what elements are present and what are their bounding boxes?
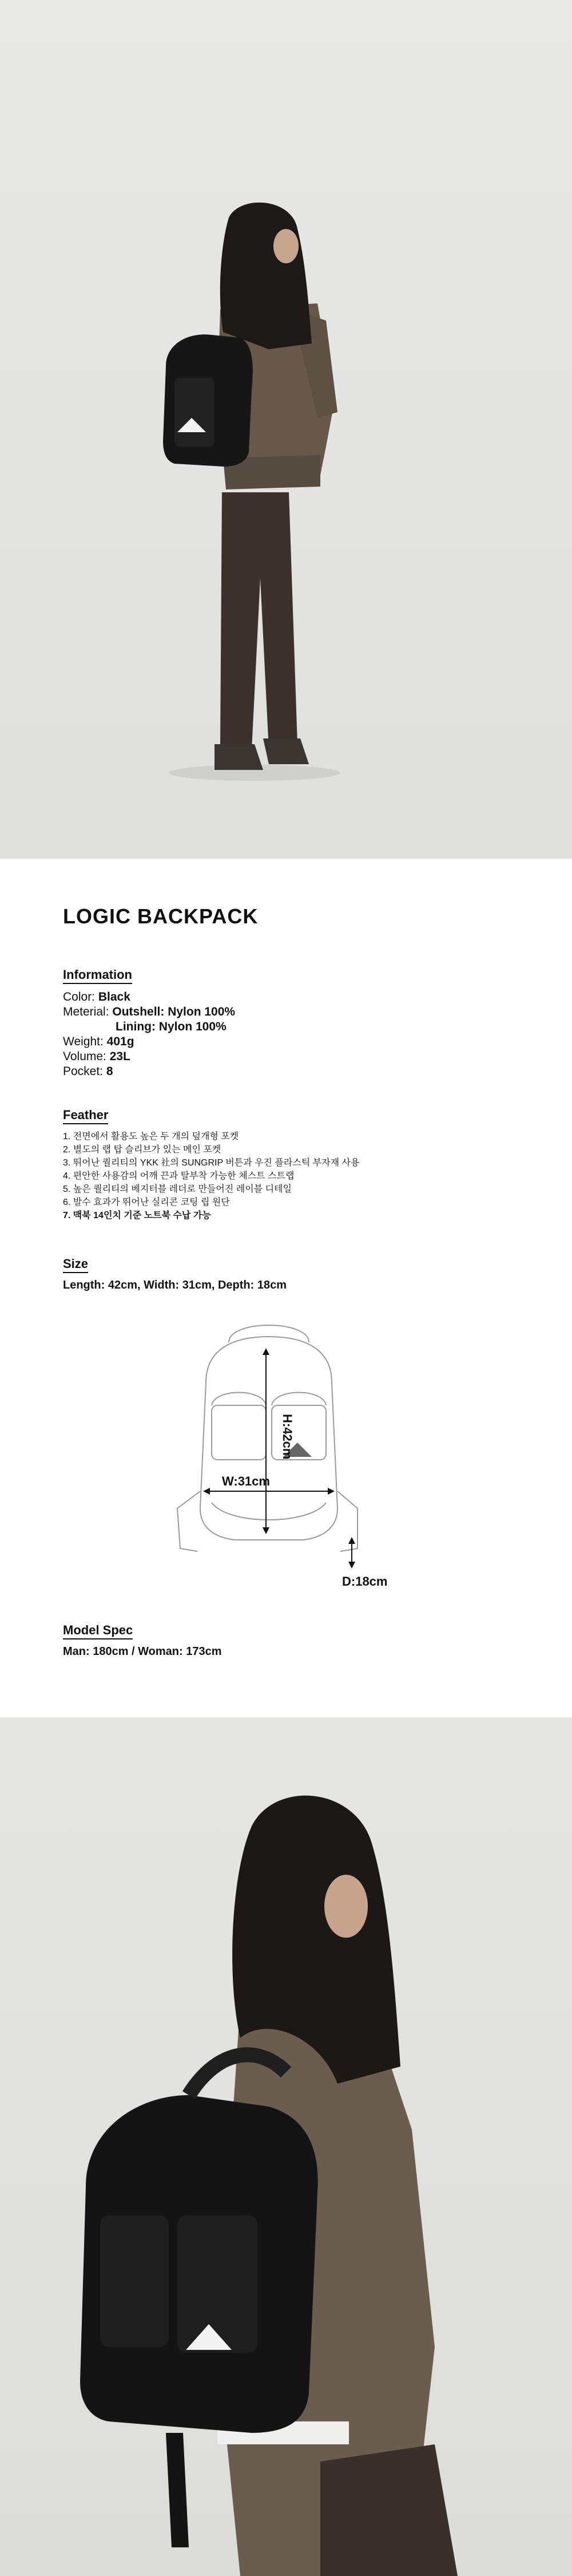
- color-value: Black: [98, 990, 130, 1003]
- material-row: [63, 1005, 235, 1020]
- depth-label: D:18cm: [342, 1574, 388, 1589]
- information-section: [63, 967, 235, 1079]
- weight-value: 401g: [106, 1035, 134, 1048]
- model-spec-section: [63, 1623, 222, 1658]
- volume-label: Volume:: [63, 1050, 106, 1063]
- height-label: H:42cm: [280, 1414, 295, 1460]
- feather-section: [63, 1108, 359, 1222]
- product-title: LOGIC BACKPACK: [63, 904, 259, 928]
- width-label: W:31cm: [222, 1474, 270, 1488]
- lining-row: [63, 1020, 235, 1034]
- feature-item: 3. 뛰어난 퀄리티의 YKK 社의 SUNGRIP 버튼과 우진 플라스틱 부자재 사용: [63, 1158, 360, 1168]
- feather-heading: Feather: [63, 1108, 108, 1124]
- information-heading: Information: [63, 967, 132, 984]
- size-heading: Size: [63, 1257, 88, 1273]
- backpack-dimension-diagram: [166, 1319, 406, 1594]
- feature-item: 4. 편안한 사용감의 어깨 끈과 탈부착 가능한 체스트 스트랩: [63, 1171, 295, 1181]
- model-spec-line: Man: 180cm / Woman: 173cm: [63, 1645, 222, 1658]
- color-row: [63, 990, 235, 1005]
- material-label: Meterial:: [63, 1005, 109, 1018]
- lining-value: Lining: Nylon 100%: [116, 1020, 227, 1033]
- model-with-backpack-illustration: [0, 0, 572, 859]
- size-dimensions: Length: 42cm, Width: 31cm, Depth: 18cm: [63, 1279, 287, 1291]
- volume-row: [63, 1049, 235, 1064]
- backpack-closeup-illustration: [0, 1717, 572, 2576]
- pocket-label: Pocket:: [63, 1065, 104, 1078]
- feature-item: 5. 높은 퀄리티의 베지터블 레더로 만들어진 레이블 디테일: [63, 1184, 292, 1194]
- feature-item: 7. 맥북 14인치 기준 노트북 수납 가능: [63, 1211, 211, 1220]
- feature-item: 1. 전면에서 활용도 높은 두 개의 덮개형 포켓: [63, 1132, 239, 1141]
- detail-photo: [0, 1717, 572, 2576]
- hero-photo: [0, 0, 572, 859]
- color-label: Color:: [63, 990, 96, 1003]
- pocket-row: [63, 1064, 235, 1079]
- feature-item: 6. 발수 효과가 뛰어난 실리콘 코팅 립 원단: [63, 1198, 230, 1207]
- material-value: Outshell: Nylon 100%: [112, 1005, 236, 1018]
- feature-item: 2. 별도의 랩 탑 슬리브가 있는 메인 포켓: [63, 1145, 221, 1155]
- weight-label: Weight:: [63, 1035, 104, 1048]
- volume-value: 23L: [109, 1050, 130, 1063]
- weight-row: [63, 1034, 235, 1049]
- model-spec-heading: Model Spec: [63, 1623, 133, 1639]
- pocket-value: 8: [106, 1065, 113, 1078]
- size-section: [63, 1257, 287, 1292]
